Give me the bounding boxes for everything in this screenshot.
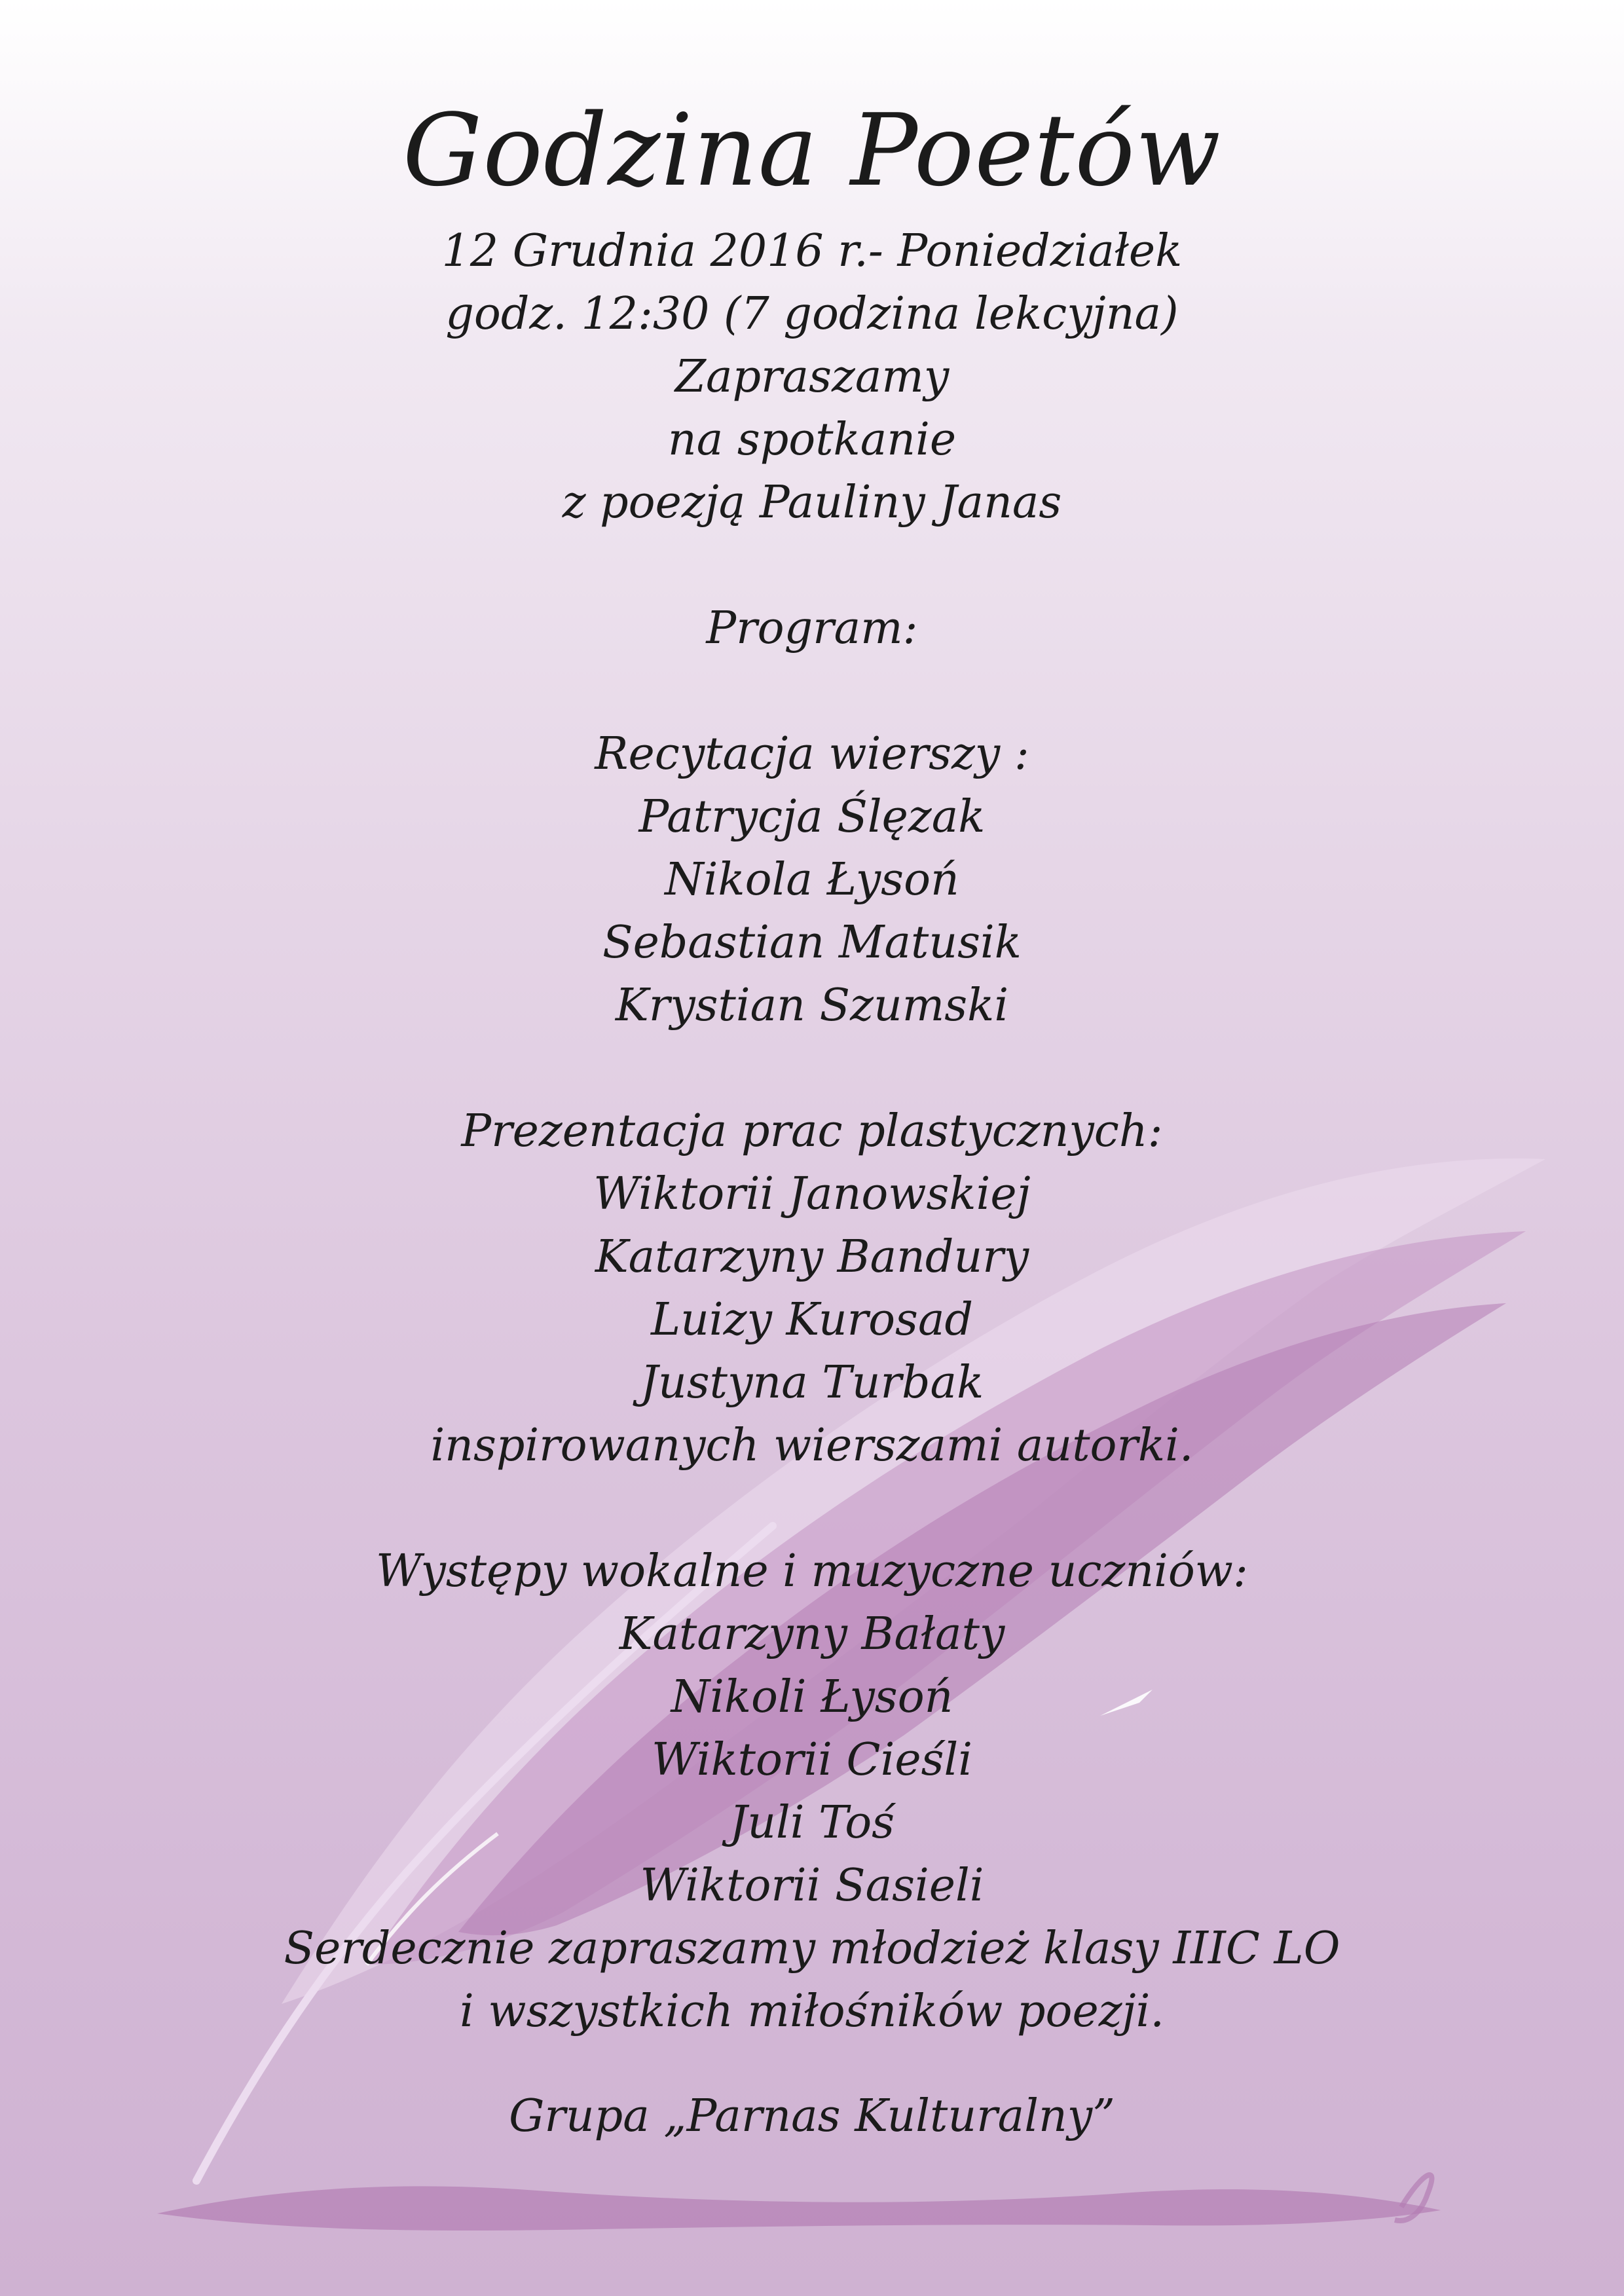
poster-title: Godzina Poetów [402,92,1222,208]
recitation-name: Nikola Łysoń [665,854,959,906]
event-time: godz. 12:30 (7 godzina lekcyjna) [445,288,1179,340]
art-closing: inspirowanych wierszami autorki. [430,1420,1194,1472]
invite-line: Zapraszamy [674,351,950,403]
invite-line: na spotkanie [667,414,957,466]
art-heading: Prezentacja prac plastycznych: [461,1105,1163,1157]
poster-text [0,85,1624,2148]
recitation-name: Krystian Szumski [615,980,1009,1031]
invite-line: z poezją Pauliny Janas [562,477,1062,528]
art-name: Luizy Kurosad [650,1294,974,1346]
music-name: Juli Toś [729,1797,895,1849]
art-name: Justyna Turbak [640,1357,984,1409]
program-heading: Program: [706,602,918,654]
recitation-name: Patrycja Ślęzak [638,791,986,843]
ink-splash [157,2186,1441,2231]
closing-line: i wszystkich miłośników poezji. [460,1986,1164,2037]
music-name: Nikoli Łysoń [671,1671,953,1723]
music-name: Wiktorii Cieśli [652,1734,972,1786]
art-name: Katarzyny Bandury [595,1231,1029,1283]
recitation-heading: Recytacja wierszy : [595,728,1029,780]
music-name: Katarzyny Bałaty [619,1608,1005,1660]
recitation-name: Sebastian Matusik [602,917,1022,969]
music-name: Wiktorii Sasieli [640,1860,984,1912]
event-date: 12 Grudnia 2016 r.- Poniedziałek [441,225,1183,277]
closing-line: Serdecznie zapraszamy młodzież klasy IIIC LO [284,1923,1340,1974]
music-heading: Występy wokalne i muzyczne uczniów: [376,1546,1248,1597]
signature: Grupa „Parnas Kulturalny” [509,2090,1115,2142]
art-name: Wiktorii Janowskiej [593,1168,1031,1220]
